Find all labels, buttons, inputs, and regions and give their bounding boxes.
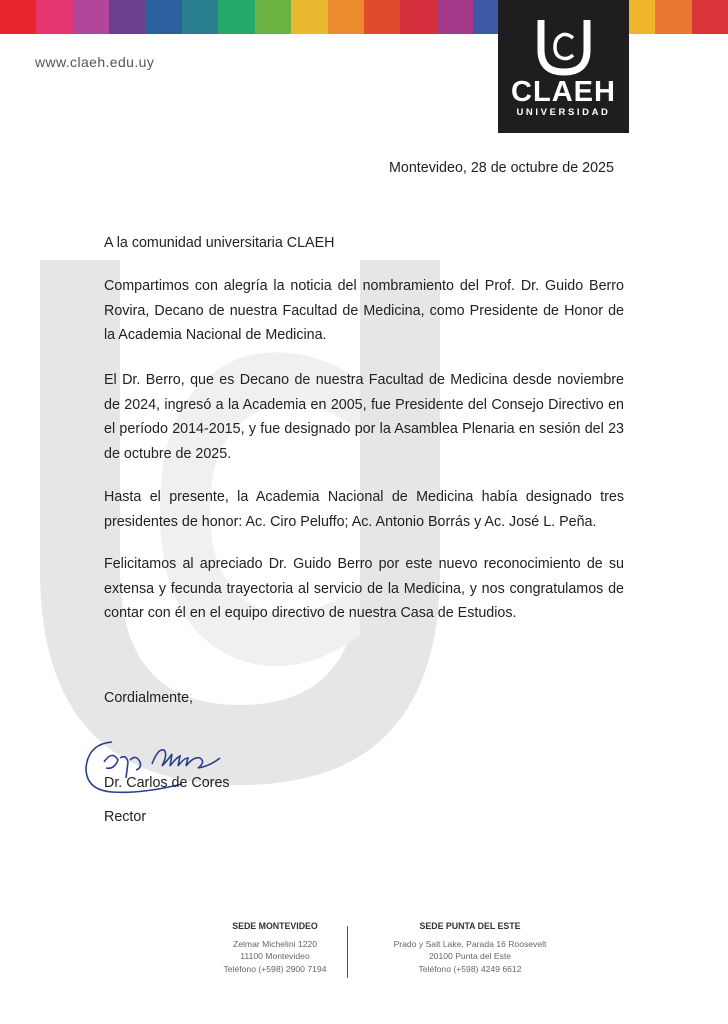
stripe-segment [255, 0, 291, 34]
stripe-segment [146, 0, 182, 34]
logo-name: CLAEH [511, 76, 616, 108]
letter-paragraph: Felicitamos al apreciado Dr. Guido Berro por este nuevo reconocimiento de su extensa y fecunda trayectoria al servicio de la Medicina, y nos congratulamos de contar con él en el equipo directivo de nuestra Casa de Estudios. [104, 556, 624, 621]
stripe-segment [109, 0, 145, 34]
office-montevideo [190, 920, 360, 975]
letter-closing: Cordialmente, [104, 690, 193, 706]
letter-paragraph: Compartimos con alegría la noticia del nombramiento del Prof. Dr. Guido Berro Rovira, Decano de nuestra Facultad de Medicina, como Presidente de Honor de la Academia Nacional de Medicina. [104, 278, 624, 343]
signer-name: Dr. Carlos de Cores [104, 775, 230, 791]
stripe-segment [364, 0, 400, 34]
stripe-segment [692, 0, 728, 34]
stripe-segment [437, 0, 473, 34]
website-url: www.claeh.edu.uy [35, 54, 155, 70]
stripe-segment [328, 0, 364, 34]
stripe-segment [36, 0, 72, 34]
office-phone: Teléfono (+598) 2900 7194 [223, 963, 327, 974]
signer-role: Rector [104, 809, 147, 825]
stripe-segment [0, 0, 36, 34]
stripe-segment [291, 0, 327, 34]
stripe-segment [218, 0, 254, 34]
office-phone: Teléfono (+598) 4249 6612 [418, 963, 522, 974]
claeh-logo-mark [531, 16, 597, 76]
stripe-segment [73, 0, 109, 34]
office-punta-del-este [385, 920, 555, 975]
letter-date: Montevideo, 28 de octubre de 2025 [389, 160, 614, 176]
office-address: Prado y Salt Lake, Parada 16 Roosevelt [393, 938, 547, 949]
stripe-segment [182, 0, 218, 34]
stripe-segment [400, 0, 436, 34]
letter-paragraph: Hasta el presente, la Academia Nacional de Medicina había designado tres presidentes de honor: Ac. Ciro Peluffo; Ac. Antonio Borrás y Ac. José L. Peña. [104, 489, 624, 530]
footer-divider [347, 926, 348, 978]
stripe-segment [655, 0, 691, 34]
office-postal: 11100 Montevideo [240, 951, 310, 961]
letter-greeting: A la comunidad universitaria CLAEH [104, 235, 335, 251]
office-title: SEDE PUNTA DEL ESTE [419, 921, 521, 931]
claeh-logo [498, 0, 629, 133]
office-title: SEDE MONTEVIDEO [232, 921, 318, 931]
logo-subtitle: UNIVERSIDAD [516, 107, 611, 118]
letter-paragraph: El Dr. Berro, que es Decano de nuestra Facultad de Medicina desde noviembre de 2024, ingresó a la Academia en 2005, fue Presidente del Consejo Directivo en el período 2014-2015, y fue designado por la Asamblea Plenaria en sesión del 23 de octubre de 2025. [104, 372, 624, 462]
office-address: Zelmar Michelini 1220 [232, 938, 318, 949]
footer-offices [190, 920, 560, 985]
office-postal: 20100 Punta del Este [428, 951, 512, 961]
